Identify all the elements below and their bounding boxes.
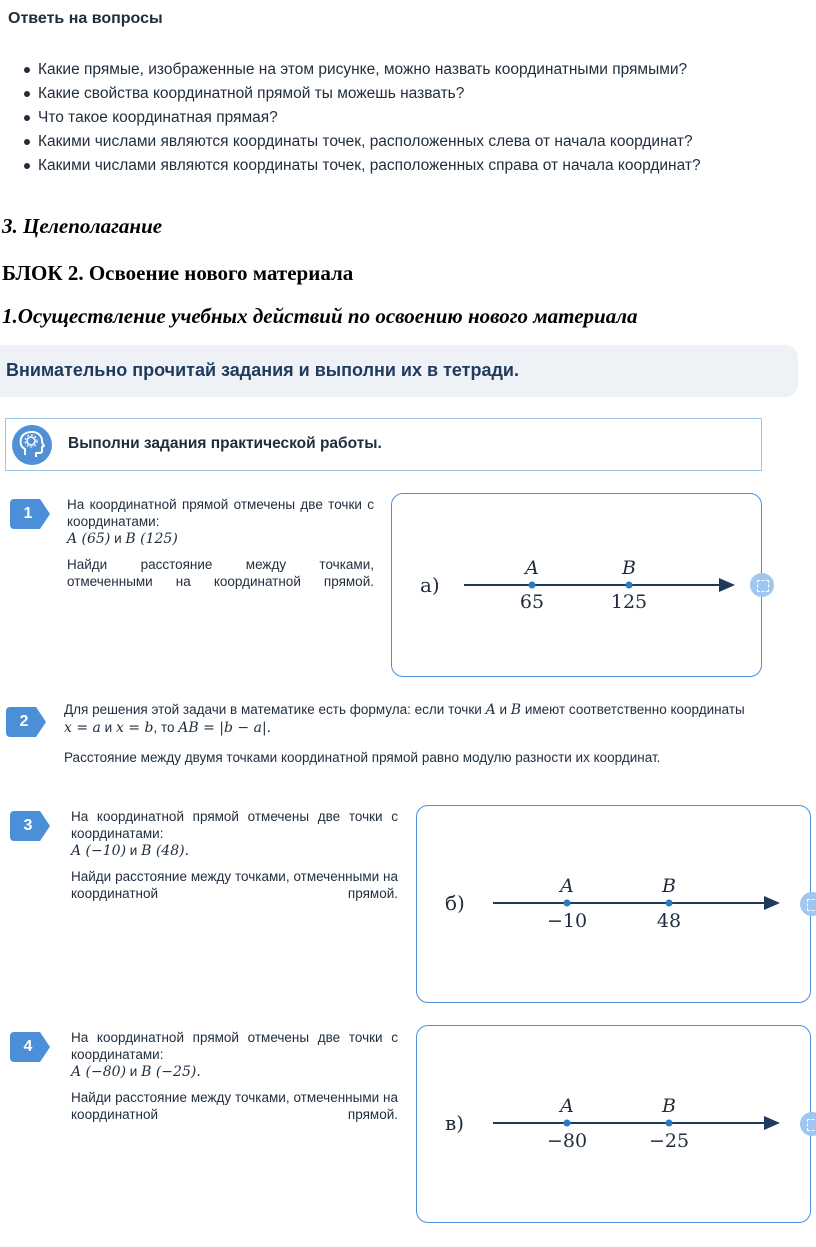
questions-title: Ответь на вопросы [8,10,163,27]
task-find-text: Найди расстояние между точками, отмеченными на координатной прямой. [71,1090,398,1122]
point-b-value: 48 [656,910,682,932]
point-b-coord: B (−25). [141,1064,201,1080]
task-number-badge: 4 [10,1032,40,1062]
list-item: Какие прямые, изображенные на этом рисунке, можно назвать координатными прямыми? [22,60,701,84]
number-line [417,806,812,1004]
task-label: б) [445,891,465,915]
list-item: Какими числами являются координаты точек, расположенных справа от начала координат? [22,156,701,180]
point-b-label: B [662,875,676,897]
point-a-label: A [525,557,539,579]
number-line [392,494,763,678]
list-item: Какие свойства координатной прямой ты можешь назвать? [22,84,701,108]
point-b-marker [626,582,633,589]
instruction-banner [0,345,798,397]
task-label: а) [420,573,440,597]
number-line [417,1026,812,1224]
point-a-coord: A (−80) [71,1064,127,1080]
task-number-badge: 1 [10,499,40,529]
point-a-marker [564,900,571,907]
point-b-label: B [662,1095,676,1117]
point-a-label: A [560,875,574,897]
number-line-box [416,1025,811,1223]
point-b-marker [666,1120,673,1127]
point-a-marker [564,1120,571,1127]
task-number-badge: 3 [10,811,40,841]
task-number-badge: 2 [6,707,36,737]
number-line-box [416,805,811,1003]
point-a-value: −10 [546,910,588,932]
action-heading: 1.Осуществление учебных действий по освоению нового материала [2,304,638,328]
point-a-value: −80 [546,1130,588,1152]
point-a-value: 65 [519,591,545,613]
number-line-box [391,493,762,677]
brain-gear-icon [12,425,52,465]
distance-rule: Расстояние между двумя точками координатной прямой равно модулю разности их координат. [64,750,661,765]
expand-icon[interactable] [750,573,774,597]
goal-heading: 3. Целеполагание [2,214,163,238]
point-a-label: A [560,1095,574,1117]
point-b-value: −25 [648,1130,690,1152]
task-1-text: На координатной прямой отмечены две точки с координатами: A (65) и B (125) Найди расстояние между точками, отмеченными на координатной прямой. [67,497,374,589]
task-banner-text: Выполни задания практической работы. [68,435,382,452]
point-a-coord: A (65) [67,531,111,547]
questions-list [22,60,701,180]
block-heading: БЛОК 2. Освоение нового материала [2,261,354,285]
point-a-coord: A (−10) [71,843,127,859]
point-b-value: 125 [610,591,648,613]
point-b-coord: B (48). [141,843,190,859]
point-b-label: B [622,557,636,579]
point-b-coord: B (125) [125,531,178,547]
task-banner [5,418,762,471]
instruction-text: Внимательно прочитай задания и выполни их в тетради. [6,360,519,380]
task-find-text: Найди расстояние между точками, отмеченными на координатной прямой. [71,869,398,901]
task-find-text: Найди расстояние между точками, отмеченными на координатной прямой. [67,557,374,589]
distance-formula: AB = |b − a|. [178,720,272,736]
point-b-marker [666,900,673,907]
list-item: Какими числами являются координаты точек, расположенных слева от начала координат? [22,132,701,156]
task-label: в) [445,1111,465,1135]
list-item: Что такое координатная прямая? [22,108,701,132]
task-2-text: Для решения этой задачи в математике есть формула: если точки A и B имеют соответственно координаты x = a и x = b, то AB = |b − a|. Расстояние между двумя точками координатной прямой равно модулю разности их координат. [64,701,776,774]
point-a-marker [529,582,536,589]
task-4-text: На координатной прямой отмечены две точки с координатами: A (−80) и B (−25). Найди расстояние между точками, отмеченными на координатной прямой. [71,1030,398,1122]
task-3-text: На координатной прямой отмечены две точки с координатами: A (−10) и B (48). Найди расстояние между точками, отмеченными на координатной прямой. [71,809,398,901]
